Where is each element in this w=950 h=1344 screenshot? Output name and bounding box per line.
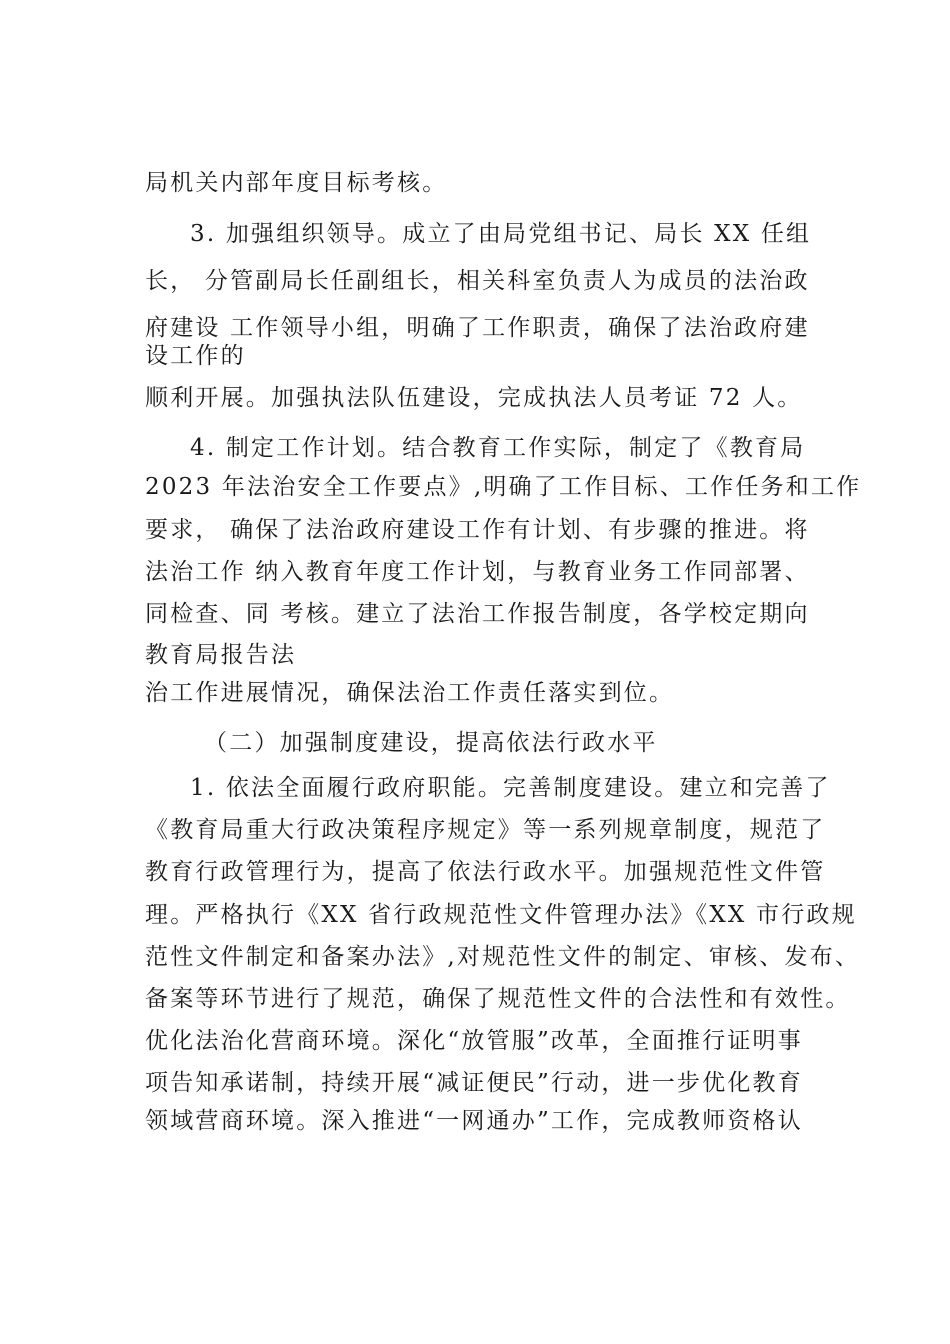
text-line: 长， 分管副局长任副组长，相关科室负责人为成员的法治政 bbox=[145, 268, 810, 294]
text-line: 范性文件制定和备案办法》,对规范性文件的制定、审核、发布、 bbox=[145, 944, 861, 970]
text-line: 同检查、同 考核。建立了法治工作报告制度，各学校定期向 bbox=[145, 601, 810, 627]
text-line: 顺利开展。加强执法队伍建设，完成执法人员考证 72 人。 bbox=[145, 385, 803, 411]
text-line: 教育局报告法 bbox=[145, 642, 297, 668]
text-line: 项告知承诺制，持续开展“减证便民”行动，进一步优化教育 bbox=[145, 1070, 803, 1096]
text-line: 3. 加强组织领导。成立了由局党组书记、局长 XX 任组 bbox=[190, 221, 812, 247]
section-heading: （二）加强制度建设，提高依法行政水平 bbox=[204, 730, 658, 756]
text-line: 治工作进展情况，确保法治工作责任落实到位。 bbox=[145, 680, 675, 706]
text-line: 领域营商环境。深入推进“一网通办”工作，完成教师资格认 bbox=[145, 1108, 803, 1134]
text-line: 《教育局重大行政决策程序规定》等一系列规章制度，规范了 bbox=[145, 817, 826, 843]
text-line: 1. 依法全面履行政府职能。完善制度建设。建立和完善了 bbox=[190, 775, 831, 801]
text-line: 2023 年法治安全工作要点》,明确了工作目标、工作任务和工作 bbox=[145, 474, 862, 500]
text-line: 备案等环节进行了规范，确保了规范性文件的合法性和有效性。 bbox=[145, 986, 851, 1012]
text-line: 4. 制定工作计划。结合教育工作实际，制定了《教育局 bbox=[190, 435, 806, 461]
text-line: 府建设 工作领导小组，明确了工作职责，确保了法治政府建 bbox=[145, 315, 810, 341]
text-line: 局机关内部年度目标考核。 bbox=[145, 170, 448, 196]
text-line: 法治工作 纳入教育年度工作计划，与教育业务工作同部署、 bbox=[145, 559, 810, 585]
text-line: 要求， 确保了法治政府建设工作有计划、有步骤的推进。将 bbox=[145, 517, 810, 543]
text-line: 优化法治化营商环境。深化“放管服”改革，全面推行证明事 bbox=[145, 1028, 803, 1054]
text-line: 设工作的 bbox=[145, 343, 246, 369]
text-line: 教育行政管理行为，提高了依法行政水平。加强规范性文件管 bbox=[145, 859, 826, 885]
text-line: 理。严格执行《XX 省行政规范性文件管理办法》《XX 市行政规 bbox=[145, 902, 857, 928]
